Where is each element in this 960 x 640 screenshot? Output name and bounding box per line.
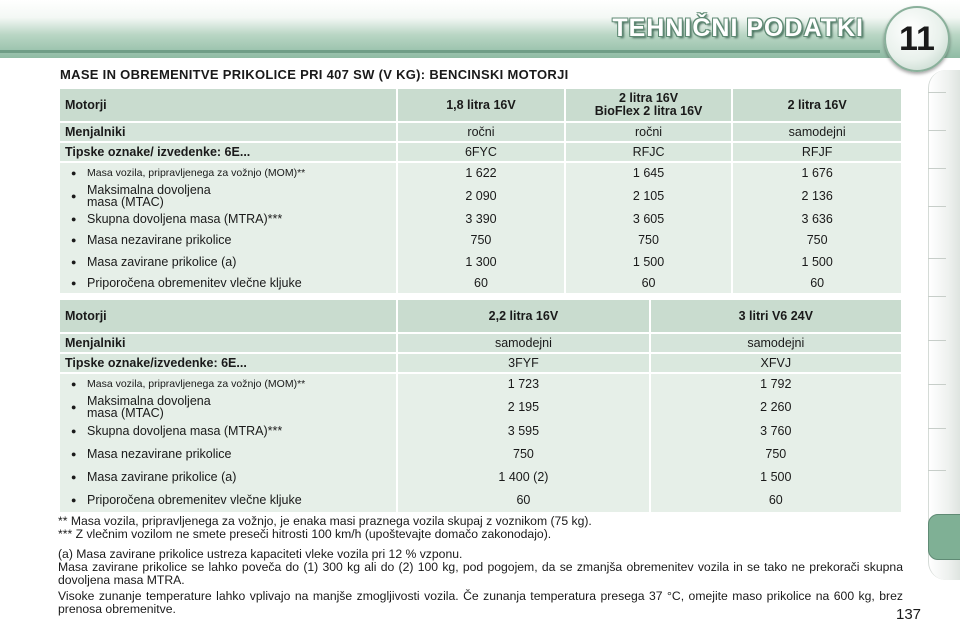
type-code-row bbox=[60, 354, 901, 372]
mass-value: 3 760 bbox=[760, 424, 792, 438]
engine-name: 3 litri V6 24V bbox=[651, 300, 901, 332]
type-code-value: RFJC bbox=[566, 143, 732, 161]
bullet-icon: ● bbox=[71, 449, 77, 459]
chapter-tab-divider bbox=[928, 130, 946, 131]
mass-label: Masa vozila, pripravljenega za vožnjo (MOM)** bbox=[87, 167, 306, 179]
mass-value: 3 605 bbox=[632, 212, 665, 226]
mass-label: Masa nezavirane prikolice bbox=[87, 233, 232, 247]
chapter-tab-active[interactable] bbox=[928, 514, 960, 560]
mass-label-row bbox=[65, 209, 391, 229]
bullet-icon: ● bbox=[71, 495, 77, 505]
bullet-icon: ● bbox=[71, 402, 77, 412]
chapter-tab-strip bbox=[928, 70, 960, 580]
mass-label-row bbox=[65, 374, 391, 394]
page-number: 137 bbox=[896, 606, 922, 623]
mass-value: 60 bbox=[516, 493, 531, 507]
mass-value: 60 bbox=[768, 493, 783, 507]
type-code-value: 6FYC bbox=[398, 143, 564, 161]
mass-label-line: masa (MTAC) bbox=[87, 195, 164, 209]
footnote: Visoke zunanje temperature lahko vplivajo na manjše zmogljivosti vozila. Če zunanja temperatura presega 37 °C, omejite maso prikolice na 600 kg, brez prenosa obremenitve. bbox=[58, 589, 903, 616]
page-title: TEHNIČNI PODATKI bbox=[612, 14, 864, 42]
mass-value: 3 636 bbox=[801, 212, 833, 226]
mass-label-row bbox=[65, 488, 391, 512]
type-code-value: RFJF bbox=[733, 143, 901, 161]
mass-value: 1 645 bbox=[632, 166, 665, 180]
mass-label-row bbox=[65, 420, 391, 442]
mass-value: 2 260 bbox=[760, 400, 792, 414]
mass-label: Priporočena obremenitev vlečne kljuke bbox=[87, 276, 302, 290]
engine-name: 1,8 litra 16V bbox=[398, 89, 564, 121]
mass-labels-cell bbox=[60, 374, 396, 512]
footnote: *** Z vlečnim vozilom ne smete preseči hitrosti 100 km/h (upoštevajte domačo zakonodajo). bbox=[58, 527, 552, 541]
mass-label: Skupna dovoljena masa (MTRA)*** bbox=[87, 212, 283, 226]
gearbox-value: ročni bbox=[398, 123, 564, 141]
mass-block bbox=[60, 163, 901, 293]
mass-label bbox=[87, 395, 211, 419]
footnote: ** Masa vozila, pripravljenega za vožnjo, je enaka masi praznega vozila skupaj z voznikom (75 kg). bbox=[58, 514, 592, 528]
footnote: (a) Masa zavirane prikolice ustreza kapaciteti vleke vozila pri 12 % vzponu. bbox=[58, 547, 463, 561]
header-divider bbox=[0, 50, 880, 53]
type-code-value: XFVJ bbox=[651, 354, 901, 372]
mass-values-cell bbox=[651, 374, 901, 512]
mass-label bbox=[87, 184, 211, 208]
gearbox-value: samodejni bbox=[651, 334, 901, 352]
type-code-value: 3FYF bbox=[398, 354, 648, 372]
mass-value: 60 bbox=[641, 276, 656, 290]
bullet-icon: ● bbox=[71, 278, 77, 288]
mass-label-row bbox=[65, 183, 391, 209]
mass-label: Masa zavirane prikolice (a) bbox=[87, 255, 237, 269]
mass-value: 2 136 bbox=[801, 189, 833, 203]
gearbox-row bbox=[60, 334, 901, 352]
mass-value: 2 105 bbox=[632, 189, 665, 203]
mass-values-cell bbox=[398, 163, 564, 293]
mass-value: 1 500 bbox=[801, 255, 833, 269]
mass-label: Masa zavirane prikolice (a) bbox=[87, 470, 237, 484]
mass-value: 60 bbox=[810, 276, 825, 290]
bullet-icon: ● bbox=[71, 379, 77, 389]
gearbox-value: samodejni bbox=[733, 123, 901, 141]
type-code-row bbox=[60, 143, 901, 161]
mass-value: 2 195 bbox=[507, 400, 540, 414]
mass-label-row bbox=[65, 251, 391, 273]
engine-name bbox=[566, 89, 732, 121]
mass-label-line: Maksimalna dovoljena bbox=[87, 183, 211, 197]
bullet-icon: ● bbox=[71, 257, 77, 267]
mass-label-row bbox=[65, 466, 391, 488]
gearbox-value: samodejni bbox=[398, 334, 648, 352]
type-code-row-label: Tipske oznake/izvedenke: 6E... bbox=[60, 354, 396, 372]
mass-value: 1 792 bbox=[760, 377, 792, 391]
chapter-tab-divider bbox=[928, 470, 946, 471]
mass-labels-cell bbox=[60, 163, 396, 293]
mass-block bbox=[60, 374, 901, 512]
mass-value: 1 622 bbox=[465, 166, 497, 180]
gearbox-row bbox=[60, 123, 901, 141]
engine-row-label: Motorji bbox=[60, 89, 396, 121]
footnote: Masa zavirane prikolice se lahko poveča do (1) 300 kg ali do (2) 100 kg, pod pogojem, da se zmanjša obremenitev vozila in se tako ne prekorači skupna dovoljena masa MTRA. bbox=[58, 560, 903, 587]
mass-label: Skupna dovoljena masa (MTRA)*** bbox=[87, 424, 283, 438]
bullet-icon: ● bbox=[71, 235, 77, 245]
mass-value: 1 400 (2) bbox=[498, 470, 549, 484]
bullet-icon: ● bbox=[71, 426, 77, 436]
mass-value: 2 090 bbox=[465, 189, 497, 203]
engine-name: 2,2 litra 16V bbox=[398, 300, 648, 332]
mass-label: Priporočena obremenitev vlečne kljuke bbox=[87, 493, 302, 507]
chapter-tab-divider bbox=[928, 428, 946, 429]
engine-name-line: BioFlex 2 litra 16V bbox=[594, 104, 703, 118]
bullet-icon: ● bbox=[71, 214, 77, 224]
chapter-tab-divider bbox=[928, 168, 946, 169]
mass-label-line: masa (MTAC) bbox=[87, 406, 164, 420]
mass-value: 750 bbox=[638, 233, 659, 247]
bullet-icon: ● bbox=[71, 191, 77, 201]
gearbox-row-label: Menjalniki bbox=[60, 334, 396, 352]
section-heading: MASE IN OBREMENITVE PRIKOLICE PRI 407 SW (V KG): BENCINSKI MOTORJI bbox=[60, 67, 569, 82]
chapter-tab-divider bbox=[928, 296, 946, 297]
mass-value: 1 723 bbox=[507, 377, 540, 391]
mass-label: Masa nezavirane prikolice bbox=[87, 447, 232, 461]
mass-value: 1 500 bbox=[632, 255, 665, 269]
mass-value: 1 500 bbox=[760, 470, 792, 484]
mass-value: 750 bbox=[513, 447, 534, 461]
mass-value: 3 595 bbox=[507, 424, 540, 438]
mass-table-petrol-1 bbox=[58, 87, 903, 295]
mass-value: 60 bbox=[474, 276, 488, 290]
bullet-icon: ● bbox=[71, 472, 77, 482]
mass-label-row bbox=[65, 273, 391, 293]
chapter-tab-divider bbox=[928, 206, 946, 207]
chapter-tab-divider bbox=[928, 258, 946, 259]
chapter-tab-divider bbox=[928, 92, 946, 93]
type-code-row-label: Tipske oznake/ izvedenke: 6E... bbox=[60, 143, 396, 161]
mass-value: 750 bbox=[806, 233, 828, 247]
mass-values-cell bbox=[733, 163, 901, 293]
mass-values-cell bbox=[398, 374, 648, 512]
mass-label: Masa vozila, pripravljenega za vožnjo (MOM)** bbox=[87, 378, 306, 390]
gearbox-value: ročni bbox=[566, 123, 732, 141]
mass-label-row bbox=[65, 442, 391, 466]
mass-label-row bbox=[65, 394, 391, 420]
footnotes bbox=[58, 515, 903, 616]
engine-name-line: 2 litra 16V bbox=[619, 91, 679, 105]
mass-value: 3 390 bbox=[465, 212, 497, 226]
mass-label-row bbox=[65, 229, 391, 251]
mass-value: 1 300 bbox=[465, 255, 497, 269]
engine-name: 2 litra 16V bbox=[733, 89, 901, 121]
gearbox-row-label: Menjalniki bbox=[60, 123, 396, 141]
mass-table-petrol-2 bbox=[58, 298, 903, 514]
engine-row bbox=[60, 300, 901, 332]
mass-value: 750 bbox=[765, 447, 787, 461]
chapter-number-badge: 11 bbox=[884, 6, 950, 72]
mass-values-cell bbox=[566, 163, 732, 293]
mass-label-row bbox=[65, 163, 391, 183]
engine-row bbox=[60, 89, 901, 121]
mass-value: 1 676 bbox=[801, 166, 833, 180]
chapter-tab-divider bbox=[928, 384, 946, 385]
engine-row-label: Motorji bbox=[60, 300, 396, 332]
mass-label-line: Maksimalna dovoljena bbox=[87, 394, 211, 408]
chapter-tab-divider bbox=[928, 340, 946, 341]
mass-value: 750 bbox=[470, 233, 492, 247]
bullet-icon: ● bbox=[71, 168, 77, 178]
